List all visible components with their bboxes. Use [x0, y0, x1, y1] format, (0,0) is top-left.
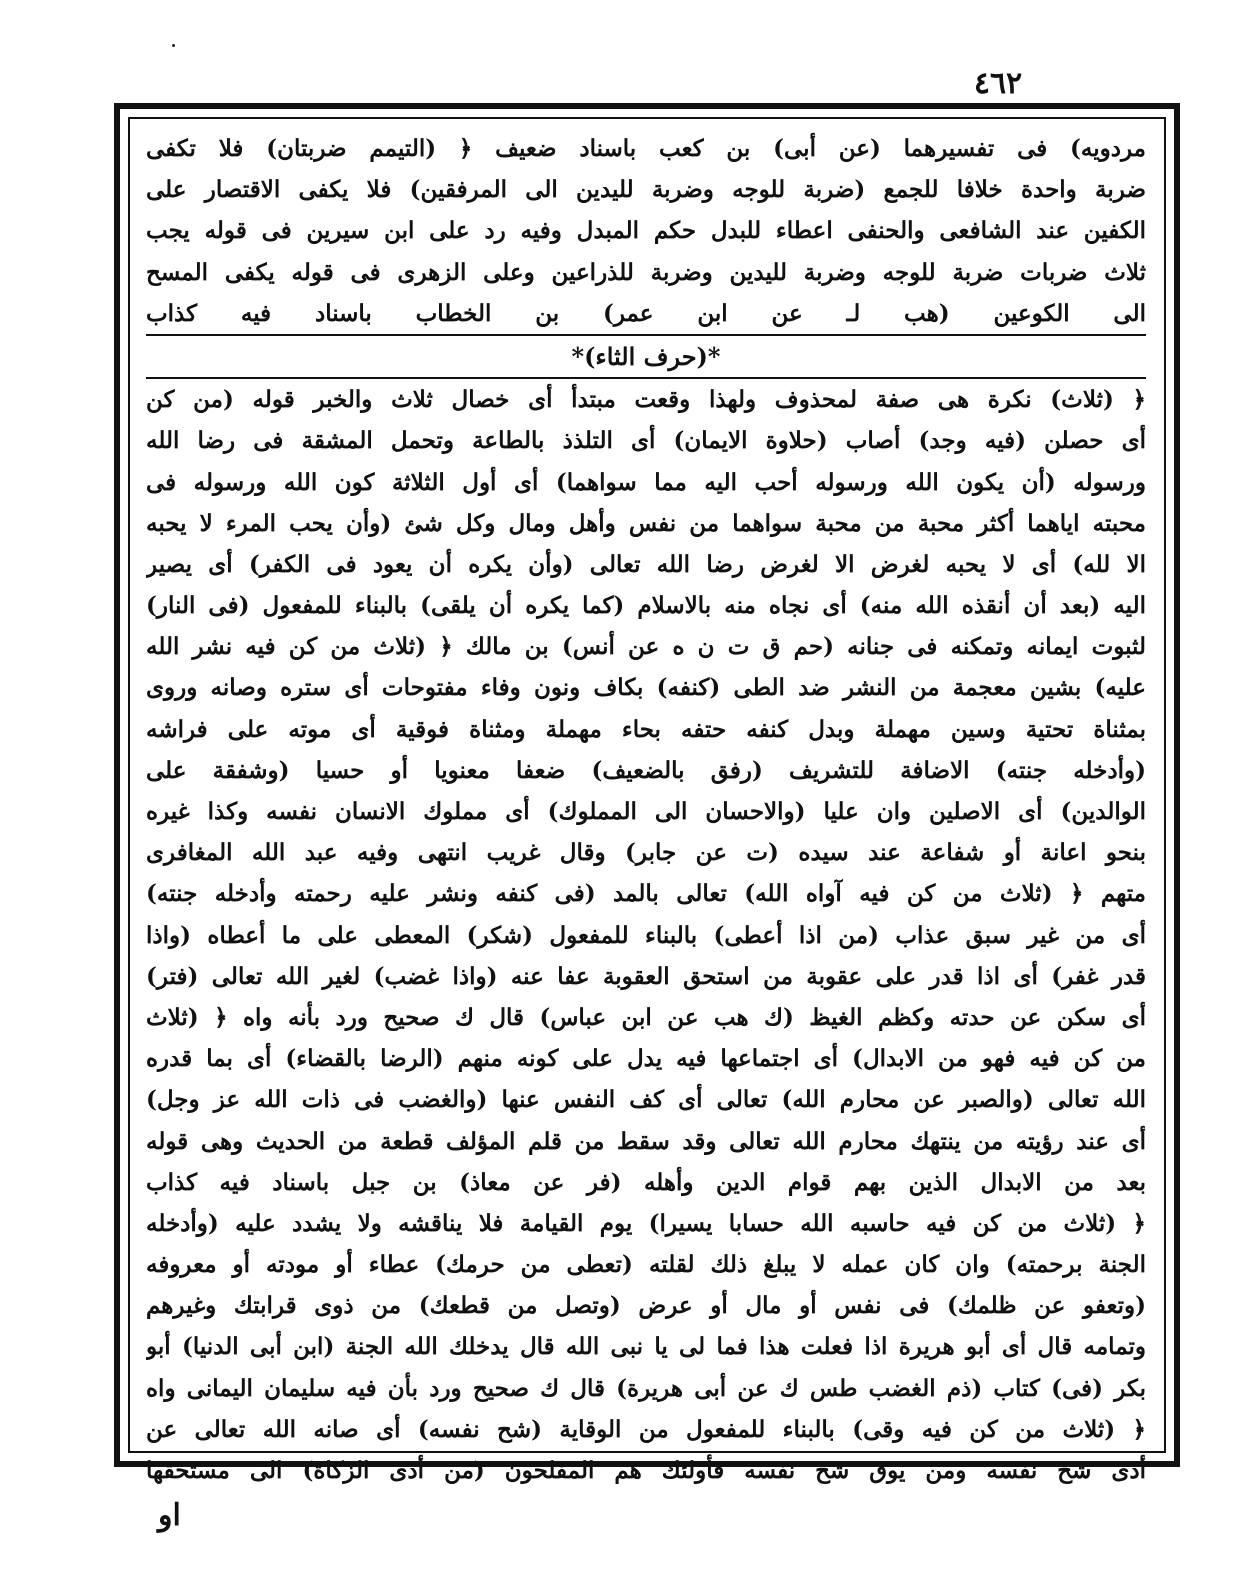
text-line: وتمامه قال أى أبو هريرة اذا فعلت هذا فما لى يا نبى الله قال يدخلك الله الجنة (ابن أبى الدنيا) أبو	[146, 1333, 1146, 1361]
text-line: أى حصلن (فيه وجد) أصاب (حلاوة الايمان) أى التلذذ بالطاعة وتحمل المشقة فى رضا الله	[146, 427, 1146, 455]
text-line: ﴿ (ثلاث) نكرة هى صفة لمحذوف ولهذا وقعت مبتدأ أى خصال ثلاث والخبر قوله (من كن	[146, 386, 1146, 414]
text-line: الوالدين) أى الاصلين وان عليا (والاحسان الى المملوك) أى مملوك الانسان نفسه وكذا غيره	[146, 798, 1146, 825]
text-line: ﴿ (ثلاث من كن فيه حاسبه الله حسابا يسيرا) يوم القيامة فلا يناقشه ولا يشدد عليه (وأدخله	[146, 1209, 1146, 1237]
page-text	[146, 128, 1146, 1491]
text-line: أذى شح نفسه ومن يوق شح نفسه فأولئك هم المفلحون (من أدى الزكاة) الى مستحقها	[146, 1457, 1146, 1484]
text-line: الجنة برحمته) وان كان عمله لا يبلغ ذلك لقلته (تعطى من حرمك) عطاء أو مودته أو معروفه	[146, 1251, 1146, 1279]
catchword: او	[158, 1498, 181, 1533]
text-line: الا لله) أى لا يحبه لغرض الا لغرض رضا الله تعالى (وأن يكره أن يعود فى الكفر) أى يصير	[146, 550, 1146, 578]
body-paragraph	[146, 379, 1146, 1491]
text-line: قدر غفر) أى اذا قدر على عقوبة من استحق العقوبة عفا عنه (واذا غضب) لغير الله تعالى (فتر)	[146, 962, 1146, 990]
text-line: أى من غير سبق عذاب (من اذا أعطى) بالبناء للمفعول (شكر) المعطى على ما أعطاه (واذا	[146, 921, 1146, 949]
text-line: الله تعالى (والصبر عن محارم الله) تعالى أى كف النفس عنها (والغضب فى ذات الله عز وجل)	[146, 1086, 1146, 1114]
text-line: ﴿ (ثلاث من كن فيه وقى) بالبناء للمفعول من الوقاية (شح نفسه) أى صانه الله تعالى عن	[146, 1415, 1146, 1443]
text-line: مردويه) فى تفسيرهما (عن أبى) بن كعب باسناد ضعيف ﴿ (التيمم ضربتان) فلا تكفى	[146, 135, 1146, 162]
ink-speck	[172, 44, 175, 47]
text-line: بنحو اعانة أو شفاعة عند سيده (ت عن جابر) وقال غريب انتهى وفيه عبد الله المغافرى	[146, 839, 1146, 867]
text-line: بعد من الابدال الذين بهم قوام الدين وأهله (فر عن معاذ) بن جبل باسناد فيه كذاب	[146, 1168, 1146, 1196]
text-line: (وأدخله جنته) الاضافة للتشريف (رفق بالضعيف) ضعفا معنويا أو حسيا (وشفقة على	[146, 756, 1146, 784]
text-line: الى الكوعين (هب لـ عن ابن عمر) بن الخطاب باسناد فيه كذاب	[146, 299, 1146, 327]
text-line: لثبوت ايمانه وتمكنه فى جنانه (حم ق ت ن ه عن أنس) بن مالك ﴿ (ثلاث من كن فيه نشر الله	[146, 633, 1146, 661]
section-heading: *(حرف الثاء)*	[571, 341, 721, 371]
text-line: بمثناة تحتية وسين مهملة وبدل كنفه حتفه بحاء مهملة ومثناة فوقية أى موته على فراشه	[146, 715, 1146, 743]
text-line: الكفين عند الشافعى والحنفى اعطاء للبدل حكم المبدل وفيه رد على ابن سيرين فى قوله يجب	[146, 217, 1146, 245]
text-line: متهم ﴿ (ثلاث من كن فيه آواه الله) تعالى بالمد (فى كنفه ونشر عليه رحمته وأدخله جنته)	[146, 880, 1146, 908]
text-line: بكر (فى) كتاب (ذم الغضب طس ك عن أبى هريرة) قال ك صحيح ورد بأن فيه سليمان اليمانى واه	[146, 1374, 1146, 1402]
text-line: عليه) بشين معجمة من النشر ضد الطى (كنفه) بكاف ونون وفاء مفتوحات أى ستره وصانه وروى	[146, 674, 1146, 702]
text-line: من كن فيه فهو من الابدال) أى اجتماعها فيه يدل على كونه منهم (الرضا بالقضاء) أى بما قدره	[146, 1045, 1146, 1073]
text-line: أى عند رؤيته من ينتهك محارم الله تعالى وقد سقط من قلم المؤلف قطعة من الحديث وهى قوله	[146, 1127, 1146, 1155]
page-number: ٤٦٢	[973, 66, 1023, 101]
text-line: ضربة واحدة خلافا للجمع (ضربة للوجه وضربة لليدين الى المرفقين) فلا يكفى الاقتصار على	[146, 176, 1146, 204]
text-line: ورسوله (أن يكون الله ورسوله أحب اليه مما سواهما) أى أول الثلاثة كون الله ورسوله فى	[146, 468, 1146, 496]
text-line: (وتعفو عن ظلمك) فى نفس أو مال أو عرض (وتصل من قطعك) من ذوى قرابتك وغيرهم	[146, 1292, 1146, 1320]
text-line: اليه (بعد أن أنقذه الله منه) أى نجاه منه بالاسلام (كما يكره أن يلقى) بالبناء للمفعول (فى النار)	[146, 592, 1146, 620]
top-paragraph	[146, 128, 1146, 334]
text-line: محبته اياهما أكثر محبة من محبة سواهما من نفس وأهل ومال وكل شئ (وأن يحب المرء لا يحبه	[146, 509, 1146, 537]
text-line: أى سكن عن حدته وكظم الغيظ (ك هب عن ابن عباس) قال ك صحيح ورد بأنه واه ﴿ (ثلاث	[146, 1003, 1146, 1031]
text-line: ثلاث ضربات ضربة للوجه وضربة لليدين وضربة للذراعين وعلى الزهرى فى قوله يكفى المسح	[146, 258, 1146, 286]
